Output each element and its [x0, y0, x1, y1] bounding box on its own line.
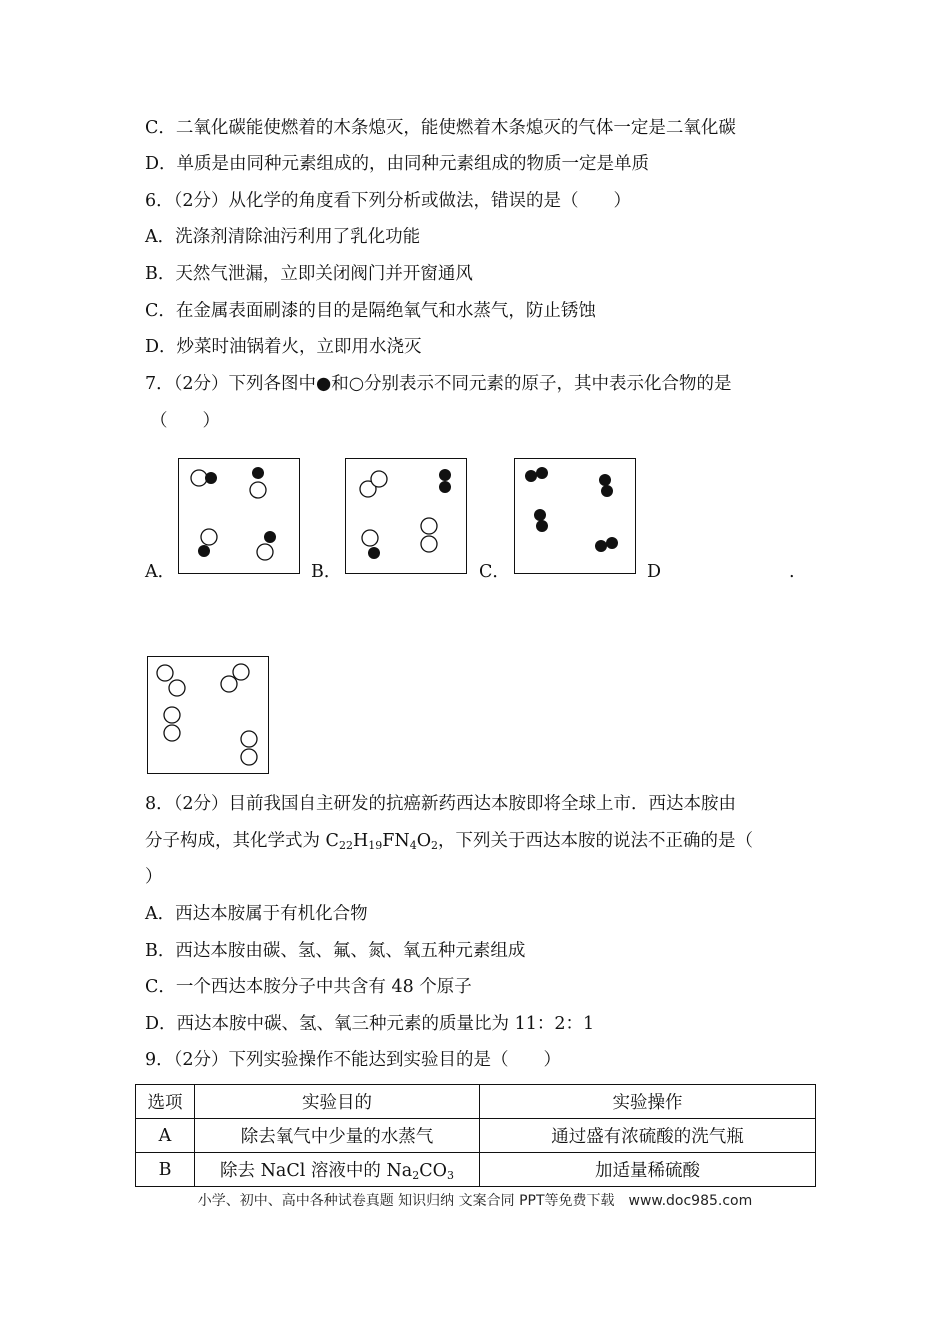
q6-option-a: A．洗涤剂清除油污利用了乳化功能 — [145, 227, 421, 247]
q7-figure-b-molecules — [346, 459, 466, 573]
q8-stem-line3: ） — [145, 867, 163, 887]
q7-figure-d — [147, 656, 269, 774]
q6-option-c: C．在金属表面刷漆的目的是隔绝氧气和水蒸气，防止锈蚀 — [145, 301, 596, 321]
q8-option-d: D．西达本胺中碳、氢、氧三种元素的质量比为 11：2：1 — [145, 1014, 595, 1034]
q8-stem-line2: 分子构成，其化学式为 $C_{22}H_{19}FN_4O_2$，下列关于西达本胺的说法不正确的是（ — [145, 831, 754, 852]
cell-option: B — [136, 1153, 195, 1187]
q7-figure-d-molecules — [148, 657, 268, 773]
q8-option-b: B．西达本胺由碳、氢、氟、氮、氧五种元素组成 — [145, 941, 526, 961]
q9-table — [135, 1084, 816, 1187]
q6-option-d: D．炒菜时油锅着火，立即用水浇灭 — [145, 337, 422, 357]
header-purpose: 实验目的 — [195, 1085, 480, 1119]
header-operation: 实验操作 — [480, 1085, 816, 1119]
q7-label-c: C． — [479, 562, 510, 582]
q7-figure-a — [178, 458, 300, 574]
cell-operation: 加适量稀硫酸 — [480, 1153, 816, 1187]
q6-stem: 6．（2分）从化学的角度看下列分析或做法，错误的是（ ） — [145, 191, 632, 211]
cell-purpose: 除去 NaCl 溶液中的 $Na_2CO_3$ — [195, 1153, 480, 1187]
cell-operation: 通过盛有浓硫酸的洗气瓶 — [480, 1119, 816, 1153]
q7-stem-cont: （ ） — [150, 411, 220, 431]
q8-option-a: A．西达本胺属于有机化合物 — [145, 904, 368, 924]
q9-stem: 9．（2分）下列实验操作不能达到实验目的是（ ） — [145, 1050, 562, 1070]
table-header-row — [136, 1085, 816, 1119]
page-footer: 小学、初中、高中各种试卷真题 知识归纳 文案合同 PPT等免费下载 www.doc985.com — [197, 1193, 753, 1209]
cell-purpose: 除去氧气中少量的水蒸气 — [195, 1119, 480, 1153]
q8-option-c: C．一个西达本胺分子中共含有 48 个原子 — [145, 977, 472, 997]
q7-figure-b — [345, 458, 467, 574]
header-option: 选项 — [136, 1085, 195, 1119]
q7-label-a: A． — [145, 562, 176, 582]
q5-option-d: D．单质是由同种元素组成的，由同种元素组成的物质一定是单质 — [145, 154, 650, 174]
cell-option: A — [136, 1119, 195, 1153]
q7-stem: 7．（2分）下列各图中●和○分别表示不同元素的原子，其中表示化合物的是 — [145, 374, 732, 394]
q5-option-c: C．二氧化碳能使燃着的木条熄灭，能使燃着木条熄灭的气体一定是二氧化碳 — [145, 118, 736, 138]
table-row — [136, 1119, 816, 1153]
q6-option-b: B．天然气泄漏，立即关闭阀门并开窗通风 — [145, 264, 473, 284]
q7-label-d-dot: . — [789, 562, 795, 582]
q8-stem-line1: 8．（2分）目前我国自主研发的抗癌新药西达本胺即将全球上市．西达本胺由 — [145, 794, 737, 814]
table-row — [136, 1153, 816, 1187]
q7-figure-a-molecules — [179, 459, 299, 573]
q7-label-b: B． — [311, 562, 342, 582]
q7-figure-c — [514, 458, 636, 574]
q7-figure-c-molecules — [515, 459, 635, 573]
q7-label-d: D — [647, 562, 662, 582]
